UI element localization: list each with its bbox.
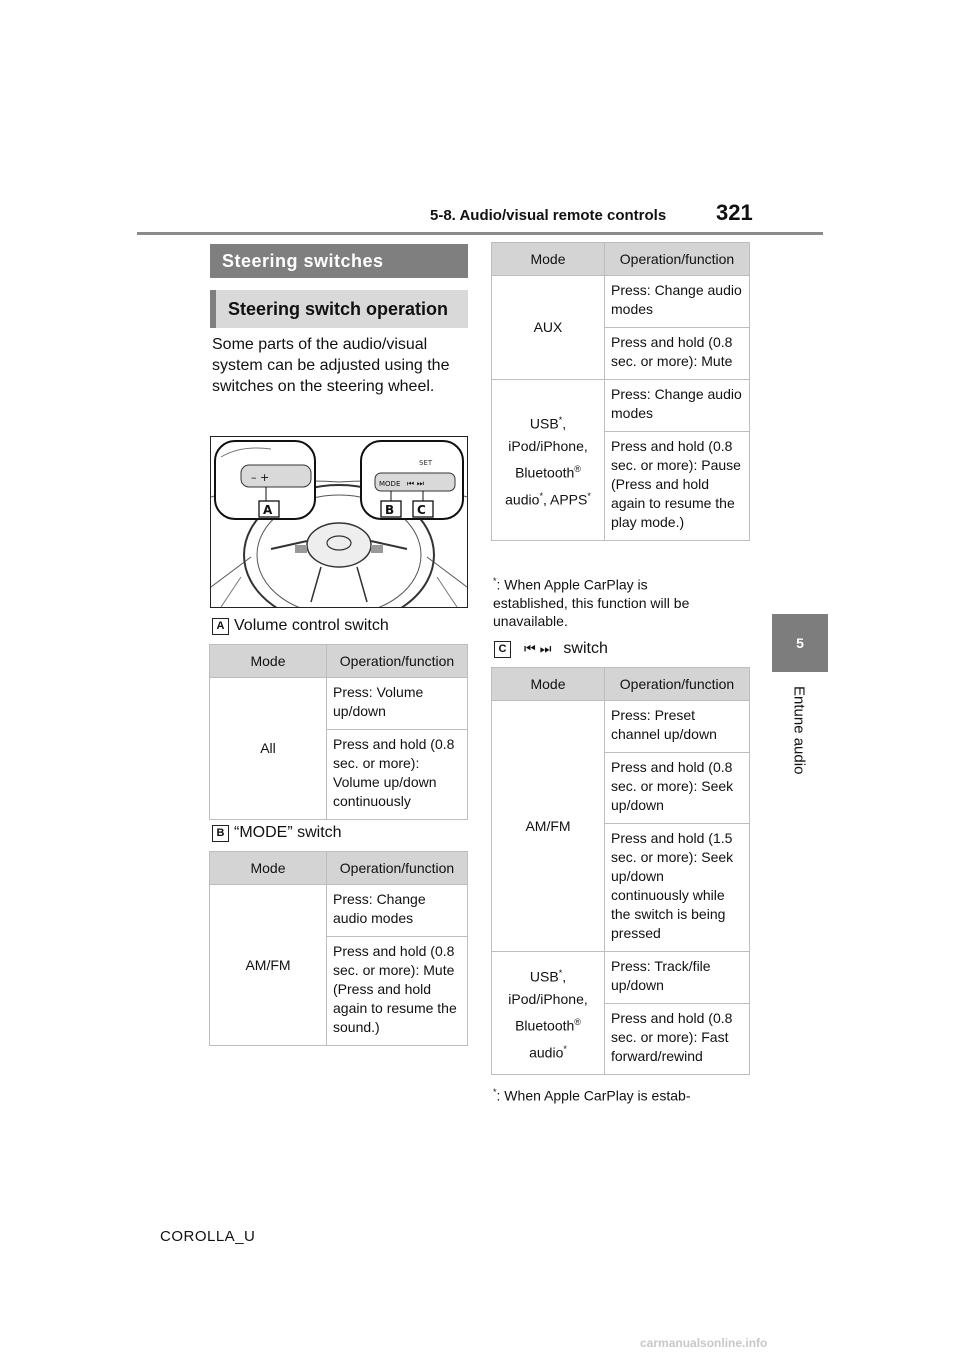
mode-cell: All bbox=[210, 678, 327, 820]
operation-cell: Press: Volume up/down bbox=[327, 678, 468, 730]
col-header-operation: Operation/function bbox=[605, 243, 750, 276]
mode-cell: AM/FM bbox=[492, 701, 605, 952]
footer-model: COROLLA_U bbox=[160, 1228, 256, 1245]
chapter-number: 5 bbox=[796, 635, 804, 651]
skip-back-icon: ⏮ bbox=[524, 641, 536, 656]
mode-cell: AM/FM bbox=[210, 885, 327, 1046]
operation-cell: Press and hold (0.8 sec. or more): Pause (Press and hold again to resume the play mode.) bbox=[605, 432, 750, 541]
operation-cell: Press: Preset channel up/down bbox=[605, 701, 750, 753]
caption-c bbox=[494, 640, 608, 658]
mode-cell: USB*, iPod/iPhone, Bluetooth® audio* bbox=[492, 952, 605, 1075]
operation-cell: Press: Change audio modes bbox=[327, 885, 468, 937]
caption-b-text: “MODE” switch bbox=[234, 824, 342, 841]
col-header-operation: Operation/function bbox=[327, 645, 468, 678]
caption-b bbox=[212, 824, 342, 842]
col-header-operation: Operation/function bbox=[605, 668, 750, 701]
operation-cell: Press: Track/file up/down bbox=[605, 952, 750, 1004]
table-volume bbox=[209, 644, 468, 820]
footnote-c: *: When Apple CarPlay is estab- bbox=[493, 1087, 691, 1104]
col-header-mode: Mode bbox=[210, 645, 327, 678]
main-heading: Steering switches bbox=[210, 244, 468, 278]
operation-cell: Press and hold (0.8 sec. or more): Mute bbox=[605, 328, 750, 380]
label-a-icon: A bbox=[212, 618, 229, 635]
chapter-tab bbox=[772, 614, 828, 672]
steering-wheel-drawing bbox=[211, 437, 467, 607]
callout-a: A bbox=[263, 503, 273, 517]
callout-b: B bbox=[385, 503, 395, 517]
operation-cell: Press: Change audio modes bbox=[605, 380, 750, 432]
mode-cell: AUX bbox=[492, 276, 605, 380]
operation-cell: Press and hold (0.8 sec. or more): Fast forward/rewind bbox=[605, 1004, 750, 1075]
col-header-operation: Operation/function bbox=[327, 852, 468, 885]
watermark: carmanualsonline.info bbox=[640, 1336, 768, 1350]
header-rule bbox=[137, 232, 823, 235]
caption-c-text: switch bbox=[563, 640, 608, 657]
section-title: 5-8. Audio/visual remote controls bbox=[430, 207, 667, 224]
operation-cell: Press: Change audio modes bbox=[605, 276, 750, 328]
label-b-icon: B bbox=[212, 825, 229, 842]
operation-cell: Press and hold (0.8 sec. or more): Volume up/down continuously bbox=[327, 730, 468, 820]
table-mode-part2 bbox=[491, 242, 750, 541]
page-number: 321 bbox=[716, 200, 753, 225]
callout-c: C bbox=[417, 503, 426, 517]
table-mode-part1 bbox=[209, 851, 468, 1046]
sub-heading: Steering switch operation bbox=[210, 290, 468, 328]
steering-wheel-illustration bbox=[210, 436, 468, 608]
svg-text:SET: SET bbox=[419, 459, 433, 467]
operation-cell: Press and hold (0.8 sec. or more): Seek up/down bbox=[605, 753, 750, 824]
label-c-icon: C bbox=[494, 641, 511, 658]
table-skip bbox=[491, 667, 750, 1075]
col-header-mode: Mode bbox=[492, 243, 605, 276]
col-header-mode: Mode bbox=[210, 852, 327, 885]
chapter-label: Entune audio bbox=[790, 685, 808, 775]
intro-text: Some parts of the audio/visual system can be adjusted using the switches on the steering wheel. bbox=[212, 336, 450, 395]
operation-cell: Press and hold (1.5 sec. or more): Seek up/down continuously while the switch is being pressed bbox=[605, 824, 750, 952]
mode-cell: USB*, iPod/iPhone, Bluetooth® audio*, APPS* bbox=[492, 380, 605, 541]
operation-cell: Press and hold (0.8 sec. or more): Mute (Press and hold again to resume the sound.) bbox=[327, 937, 468, 1046]
footnote-b: *: When Apple CarPlay is established, this function will be unavailable. bbox=[493, 576, 690, 629]
svg-text:– +: – + bbox=[251, 471, 270, 484]
svg-text:MODE: MODE bbox=[379, 480, 401, 488]
svg-text:⏮ ⏭: ⏮ ⏭ bbox=[407, 479, 424, 488]
skip-forward-icon: ⏭ bbox=[539, 641, 552, 656]
caption-a-text: Volume control switch bbox=[234, 617, 389, 634]
caption-a bbox=[212, 617, 389, 635]
col-header-mode: Mode bbox=[492, 668, 605, 701]
